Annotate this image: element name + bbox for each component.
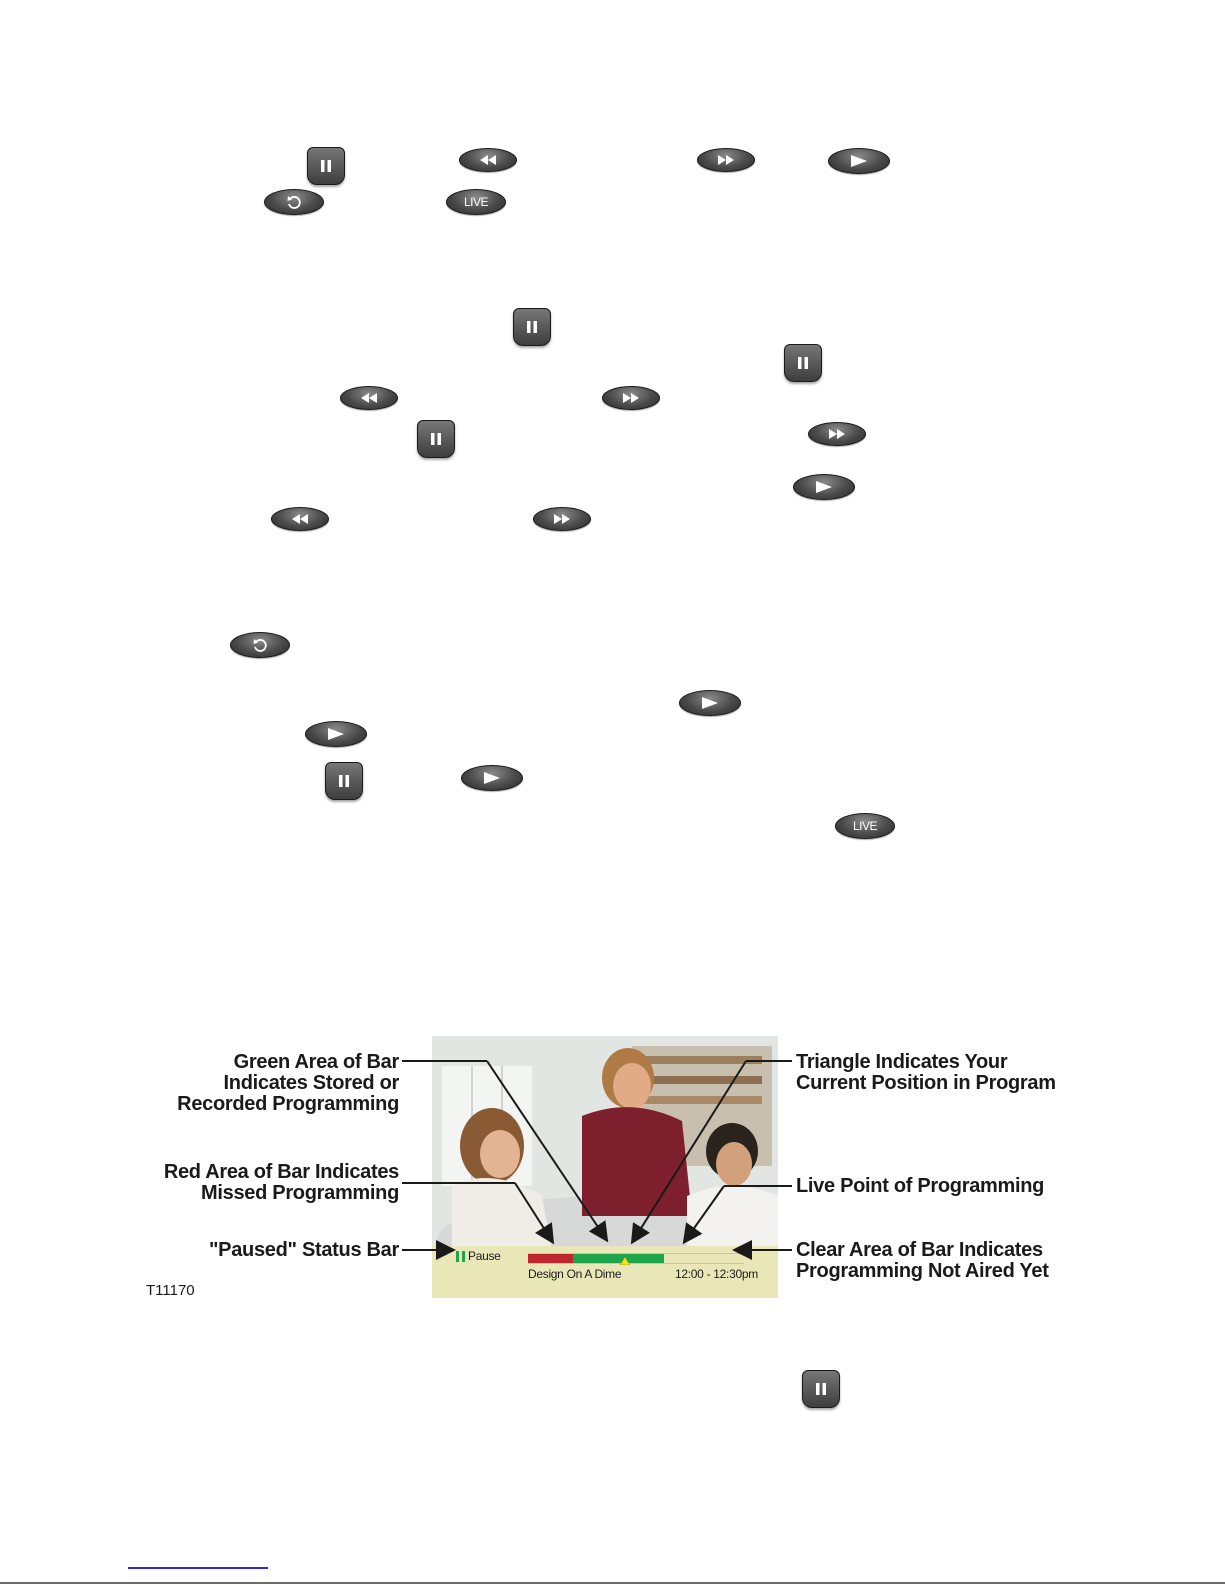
live-button-label: LIVE [463, 195, 488, 209]
play-button [305, 721, 367, 747]
pause-button [513, 308, 551, 346]
live-button [446, 189, 506, 215]
rewind-icon [478, 155, 498, 165]
play-button [828, 148, 890, 174]
rewind-icon [359, 393, 379, 403]
pause-button [325, 762, 363, 800]
replay-button [230, 632, 290, 658]
fast-forward-icon [552, 514, 572, 524]
clear-area-callout: Clear Area of Bar Indicates Programming Not Aired Yet [796, 1239, 1049, 1282]
rewind-button [271, 507, 329, 531]
page-bottom-rule [0, 1582, 1225, 1584]
rewind-button [340, 386, 398, 410]
play-button [461, 765, 523, 791]
fast-forward-button [602, 386, 660, 410]
play-button [793, 474, 855, 500]
paused-status-callout: "Paused" Status Bar [209, 1239, 399, 1261]
pause-icon [796, 356, 810, 370]
triangle-arrow [633, 1061, 792, 1241]
green-area-callout: Green Area of Bar Indicates Stored or Recorded Programming [177, 1051, 399, 1115]
pause-button [784, 344, 822, 382]
live-point-arrow [685, 1186, 792, 1241]
figure-id: T11170 [146, 1282, 195, 1299]
status-mode-label: Pause [468, 1249, 501, 1263]
red-area-arrow [402, 1183, 552, 1241]
pause-icon [525, 320, 539, 334]
play-icon [701, 697, 719, 709]
play-icon [815, 481, 833, 493]
green-area-arrow [402, 1061, 606, 1239]
play-button [679, 690, 741, 716]
program-time: 12:00 - 12:30pm [675, 1267, 758, 1281]
program-title: Design On A Dime [528, 1267, 622, 1281]
status-bar-figure [140, 1036, 1085, 1314]
fast-forward-icon [621, 393, 641, 403]
pause-icon [319, 159, 333, 173]
fast-forward-icon [827, 429, 847, 439]
fast-forward-button [533, 507, 591, 531]
fast-forward-button [808, 422, 866, 446]
triangle-callout: Triangle Indicates Your Current Position in Program [796, 1051, 1056, 1094]
rewind-icon [290, 514, 310, 524]
replay-icon [252, 637, 268, 653]
play-icon [327, 728, 345, 740]
live-button [835, 813, 895, 839]
play-icon [483, 772, 501, 784]
pause-icon [337, 774, 351, 788]
pause-button [307, 147, 345, 185]
play-icon [850, 155, 868, 167]
fast-forward-icon [716, 155, 736, 165]
replay-icon [286, 194, 302, 210]
rewind-button [459, 148, 517, 172]
pause-icon [429, 432, 443, 446]
footer-link-underline[interactable] [128, 1567, 268, 1569]
live-button-label: LIVE [852, 819, 877, 833]
pause-button [417, 420, 455, 458]
live-point-callout: Live Point of Programming [796, 1175, 1045, 1197]
pause-button [802, 1370, 840, 1408]
red-area-callout: Red Area of Bar Indicates Missed Programming [163, 1161, 399, 1204]
fast-forward-button [697, 148, 755, 172]
replay-button [264, 189, 324, 215]
pause-icon [814, 1382, 828, 1396]
